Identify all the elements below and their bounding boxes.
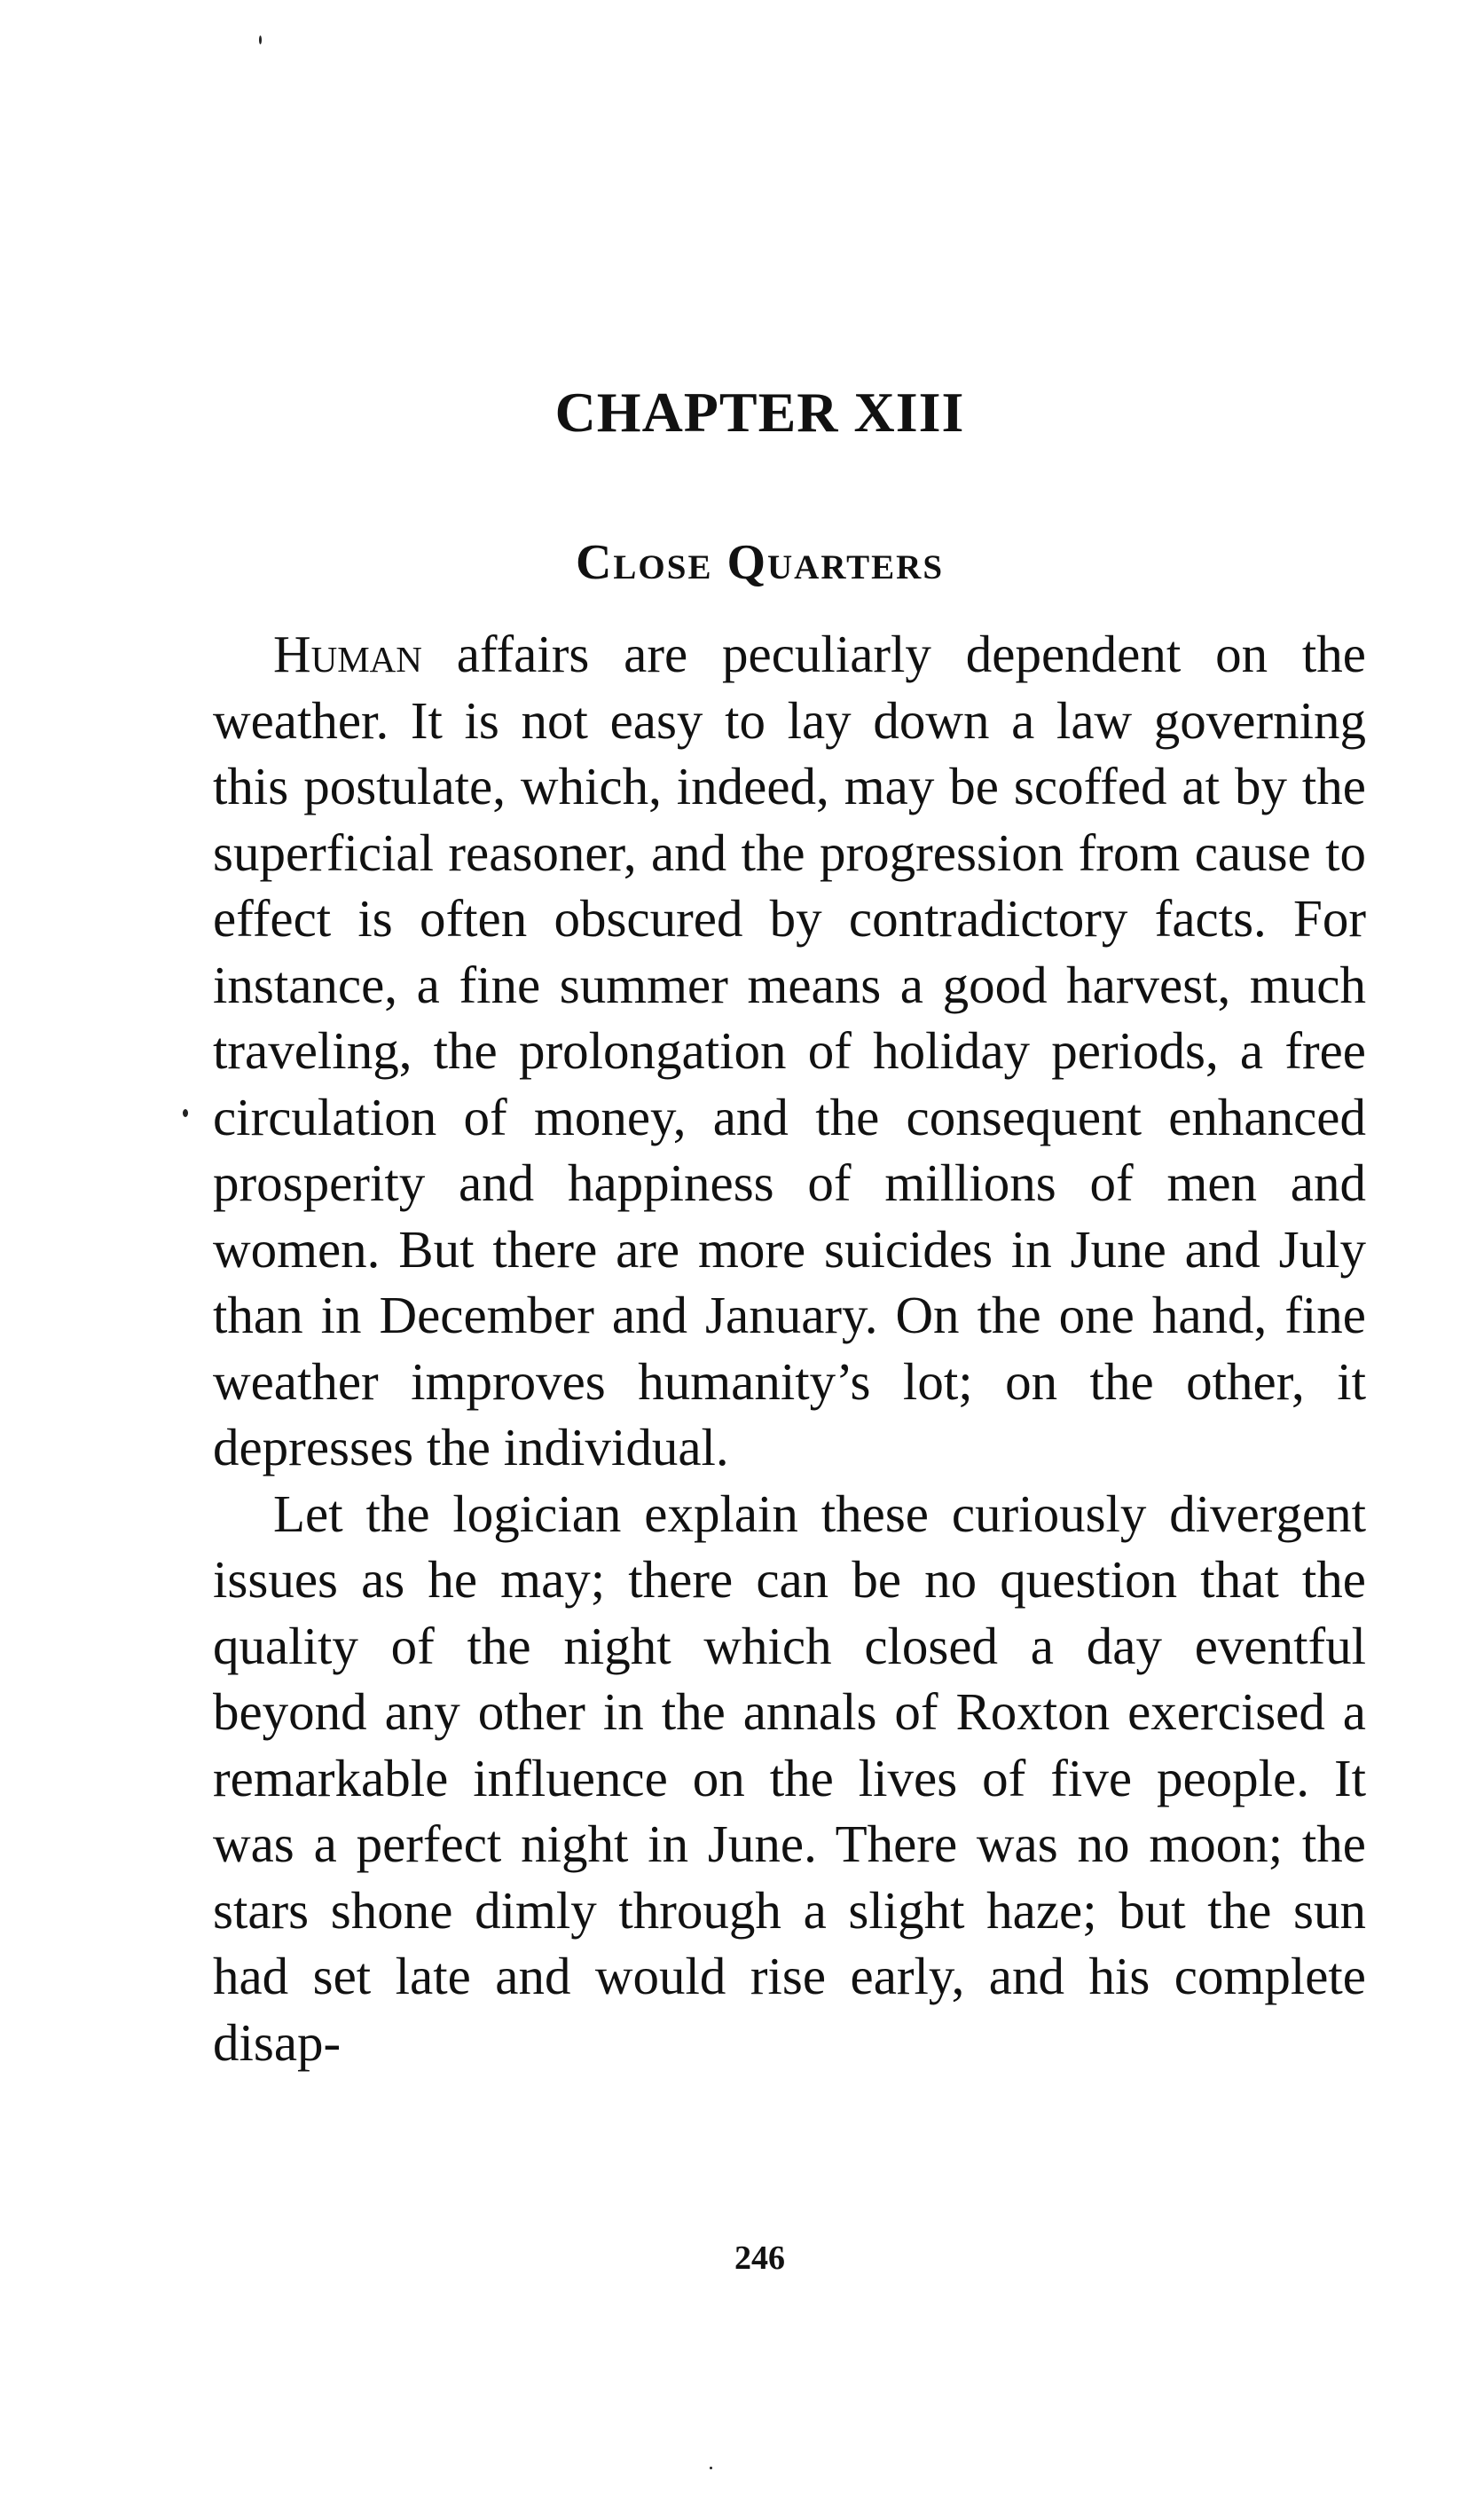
scan-speck-mark [710, 2467, 712, 2469]
paragraph-text: affairs are peculiarly dependent on the weather. It is not easy to lay down a law governing this postulate, which, indeed, may be scoffed at by the superficial reasoner, and the progression from cause to effect is often obscured by contradictory facts. For instance, a fine summer means a good harvest, much traveling, the prolongation of holiday periods, a free circulation of money, and the consequent enhanced prosperity and happiness of millions of men and women. But there are more suicides in June and July than in December and January. On the one hand, fine weather improves humanity’s lot; on the other, it depresses the individual. [213, 625, 1366, 1476]
paragraph-1 [213, 621, 1366, 1481]
chapter-body [213, 621, 1366, 2075]
paragraph-2 [213, 1481, 1366, 2076]
chapter-subtitle: Close Quarters [575, 535, 945, 591]
paragraph-text: Let the logician explain these curiously divergent issues as he may; there can be no question that the quality of the night which closed a day eventful beyond any other in the annals of Roxton exercised a remarkable influence on the lives of five people. It was a perfect night in June. There was no moon; the stars shone dimly through a slight haze; but the sun had set late and would rise early, and his complete disap- [213, 1484, 1366, 2072]
page-number: 246 [734, 2240, 785, 2277]
paragraph-lead-word: Human [273, 625, 422, 683]
scan-speck-mark [259, 35, 262, 44]
scan-speck-mark [183, 1109, 188, 1117]
chapter-title: CHAPTER XIII [554, 380, 965, 444]
